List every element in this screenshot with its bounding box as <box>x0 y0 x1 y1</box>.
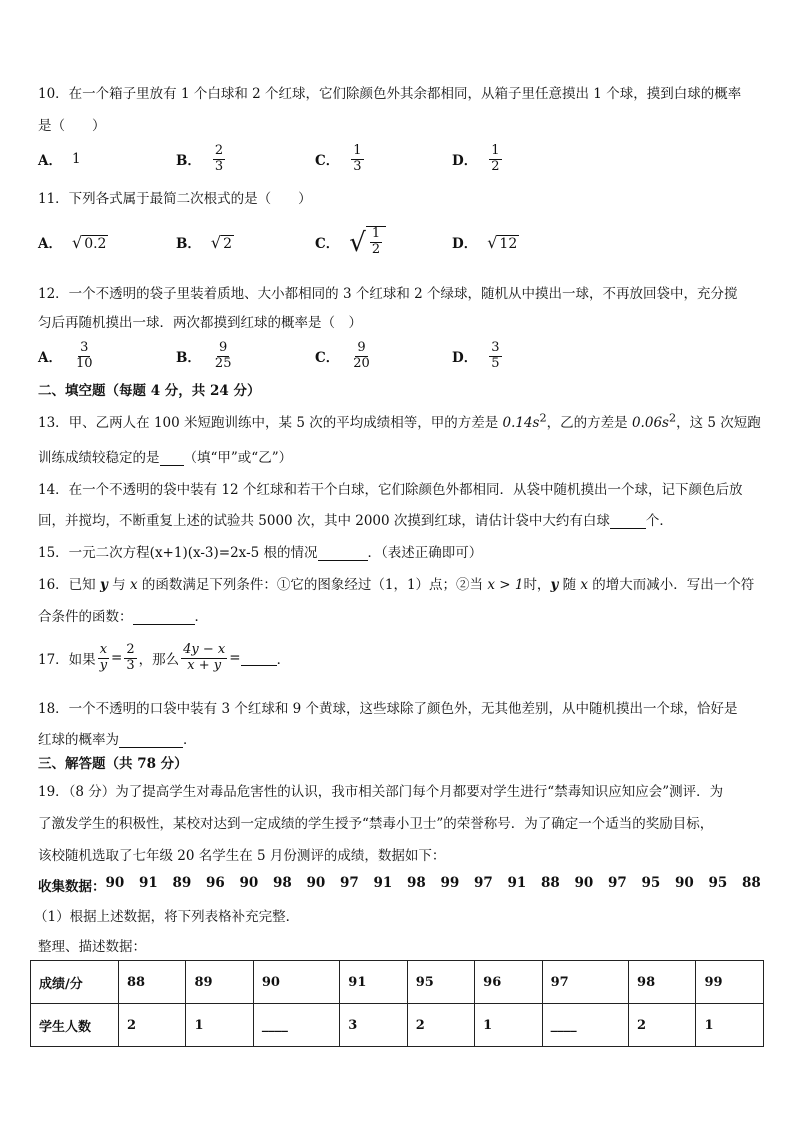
table-row <box>31 1004 764 1047</box>
count-cell: 2 <box>629 1004 696 1047</box>
collected-value: 88 <box>742 875 761 891</box>
q12-line2: 匀后再随机摸出一球．两次都摸到红球的概率是（ ） <box>38 315 362 331</box>
q11-option-b: B． √ 2 <box>176 232 233 252</box>
sqrt-expression: √ $\frac{1}{2}$ <box>349 226 386 258</box>
q19-line2: 了激发学生的积极性，某校对达到一定成绩的学生授予“禁毒小卫士”的荣誉称号．为了确定一个适当的奖励目标， <box>38 816 714 832</box>
answer-blank[interactable] <box>119 747 183 748</box>
q11-option-a: A． √ 0.2 <box>38 232 107 252</box>
count-cell-blank[interactable]: ____ <box>253 1004 339 1047</box>
q10-option-a: A． 1 <box>38 151 81 169</box>
q12-option-d: D． $\frac{3}{5}$ <box>452 339 500 371</box>
score-cell: 99 <box>696 961 764 1004</box>
collected-value: 97 <box>474 875 493 891</box>
section-heading-fill-blank: 二、填空题（每题 4 分，共 24 分） <box>38 383 261 399</box>
answer-blank[interactable] <box>241 651 277 666</box>
count-cell: 2 <box>119 1004 186 1047</box>
sqrt-expression: √ 12 <box>487 232 518 252</box>
collected-value: 91 <box>507 875 527 891</box>
fraction: $\frac{3}{5}$ <box>491 339 500 371</box>
collected-value: 98 <box>273 875 292 891</box>
score-cell: 89 <box>186 961 253 1004</box>
score-cell: 88 <box>119 961 186 1004</box>
q12-option-c: C． $\frac{9}{20}$ <box>315 339 370 371</box>
q10-line2: 是（ ） <box>38 118 106 134</box>
q19-collected-data: 收集数据： 90 91 89 96 90 98 90 97 91 98 99 97 91 88 90 97 95 90 95 88 <box>38 875 776 895</box>
count-cell-blank[interactable]: ____ <box>542 1004 628 1047</box>
table-header-cell: 学生人数 <box>31 1004 119 1047</box>
q10-option-c: C． $\frac{1}{3}$ <box>315 142 362 174</box>
answer-blank[interactable] <box>318 560 368 561</box>
fraction: $\frac{9}{20}$ <box>353 339 370 371</box>
q11-line1: 11．下列各式属于最简二次根式的是（ ） <box>38 191 312 207</box>
score-cell: 97 <box>542 961 628 1004</box>
q13-line1: 13．甲、乙两人在 100 米短跑训练中，某 5 次的平均成绩相等，甲的方差是 $0.14s^2$，乙的方差是 $0.06s^2$，这 5 次短跑 <box>38 411 761 431</box>
q16-line1: 16．已知 y 与 x 的函数满足下列条件：①它的图象经过（1，1）点；②当 x > 1时，y 随 x 的增大而减小．写出一个符 <box>38 577 755 593</box>
q16-line2: 合条件的函数： ． <box>38 609 208 625</box>
table-header-cell: 成绩/分 <box>31 961 119 1004</box>
collected-value: 89 <box>172 875 192 891</box>
fraction: $\frac{9}{25}$ <box>214 339 232 371</box>
collected-value: 90 <box>306 875 326 891</box>
q11-options <box>38 222 758 262</box>
q11-option-d: D． √ 12 <box>452 232 518 252</box>
collected-value: 95 <box>641 875 661 891</box>
collected-values <box>106 875 776 895</box>
q12-line1: 12．一个不透明的袋子里装着质地、大小都相同的 3 个红球和 2 个绿球，随机从中摸出一球，不再放回袋中，充分搅 <box>38 286 738 302</box>
q18-line2: 红球的概率为 ． <box>38 732 197 748</box>
fraction: $\frac{3}{10}$ <box>75 339 93 371</box>
fraction: $\frac{1}{2}$ <box>371 226 381 257</box>
q10-option-b: B． $\frac{2}{3}$ <box>176 142 224 174</box>
q10-options <box>38 139 758 179</box>
sqrt-expression: √ 0.2 <box>71 232 107 252</box>
answer-blank[interactable] <box>160 465 184 466</box>
q19-sub1: （1）根据上述数据，将下列表格补充完整． <box>34 909 300 925</box>
q10-option-d: D． $\frac{1}{2}$ <box>452 142 500 174</box>
q11-option-c: C． √ $\frac{1}{2}$ <box>315 222 386 262</box>
q10-line1: 10．在一个箱子里放有 1 个白球和 2 个红球，它们除颜色外其余都相同，从箱子里任意摸出 1 个球，摸到白球的概率 <box>38 86 742 102</box>
fraction: $\frac{2}{3}$ <box>214 142 224 174</box>
count-cell: 1 <box>186 1004 253 1047</box>
q17-line: 17．如果 $\frac{x}{y}$ = $\frac{2}{3}$ ，那么 $\frac{4y - x}{x + y}$ = ． <box>38 641 291 673</box>
answer-blank[interactable] <box>610 528 646 529</box>
score-cell: 96 <box>475 961 542 1004</box>
collected-value: 90 <box>105 875 125 891</box>
q19-organize: 整理、描述数据： <box>38 939 146 955</box>
collected-value: 91 <box>373 875 393 891</box>
score-cell: 90 <box>253 961 339 1004</box>
q19-line1: 19．（8 分）为了提高学生对毒品危害性的认识，我市相关部门每个月都要对学生进行“禁毒知识应知应会”测评．为 <box>38 784 724 800</box>
score-cell: 95 <box>407 961 474 1004</box>
score-cell: 98 <box>629 961 696 1004</box>
q12-option-b: B． $\frac{9}{25}$ <box>176 339 232 371</box>
count-cell: 1 <box>696 1004 764 1047</box>
section-heading-solve: 三、解答题（共 78 分） <box>38 756 188 772</box>
collected-value: 88 <box>541 875 560 891</box>
q19-line3: 该校随机选取了七年级 20 名学生在 5 月份测评的成绩，数据如下： <box>38 848 446 864</box>
answer-blank[interactable] <box>133 624 195 625</box>
collected-value: 90 <box>239 875 259 891</box>
fraction: $\frac{x}{y}$ <box>99 641 108 673</box>
collected-value: 97 <box>340 875 359 891</box>
collected-value: 98 <box>407 875 426 891</box>
q15-line: 15．一元二次方程(x+1)(x-3)=2x-5 根的情况 ．（表述正确即可） <box>38 545 483 561</box>
count-cell: 3 <box>340 1004 407 1047</box>
fraction: $\frac{1}{2}$ <box>491 142 500 174</box>
q12-options <box>38 336 758 376</box>
table-row <box>31 961 764 1004</box>
collected-value: 90 <box>574 875 594 891</box>
collected-value: 91 <box>139 875 158 891</box>
collected-value: 96 <box>206 875 225 891</box>
count-cell: 2 <box>407 1004 474 1047</box>
collected-value: 97 <box>608 875 627 891</box>
fraction: $\frac{4y - x}{x + y}$ <box>183 641 226 673</box>
score-table <box>30 960 764 1047</box>
fraction: $\frac{2}{3}$ <box>126 641 135 673</box>
q18-line1: 18．一个不透明的口袋中装有 3 个红球和 9 个黄球，这些球除了颜色外，无其他差别，从中随机摸出一个球，恰好是 <box>38 701 738 717</box>
collected-value: 95 <box>708 875 728 891</box>
fraction: $\frac{1}{3}$ <box>353 142 362 174</box>
q12-option-a: A． $\frac{3}{10}$ <box>38 339 93 371</box>
q14-line1: 14．在一个不透明的袋中装有 12 个红球和若干个白球，它们除颜色外都相同．从袋中随机摸出一个球，记下颜色后放 <box>38 482 743 498</box>
collected-value: 90 <box>675 875 694 891</box>
q14-line2: 回，并搅均，不断重复上述的试验共 5000 次，其中 2000 次摸到红球，请估计袋中大约有白球 个． <box>38 513 673 529</box>
q13-line2: 训练成绩较稳定的是 （填“甲”或“乙”） <box>38 450 293 466</box>
collected-value: 99 <box>440 875 460 891</box>
sqrt-expression: √ 2 <box>210 232 233 252</box>
score-cell: 91 <box>340 961 407 1004</box>
count-cell: 1 <box>475 1004 542 1047</box>
